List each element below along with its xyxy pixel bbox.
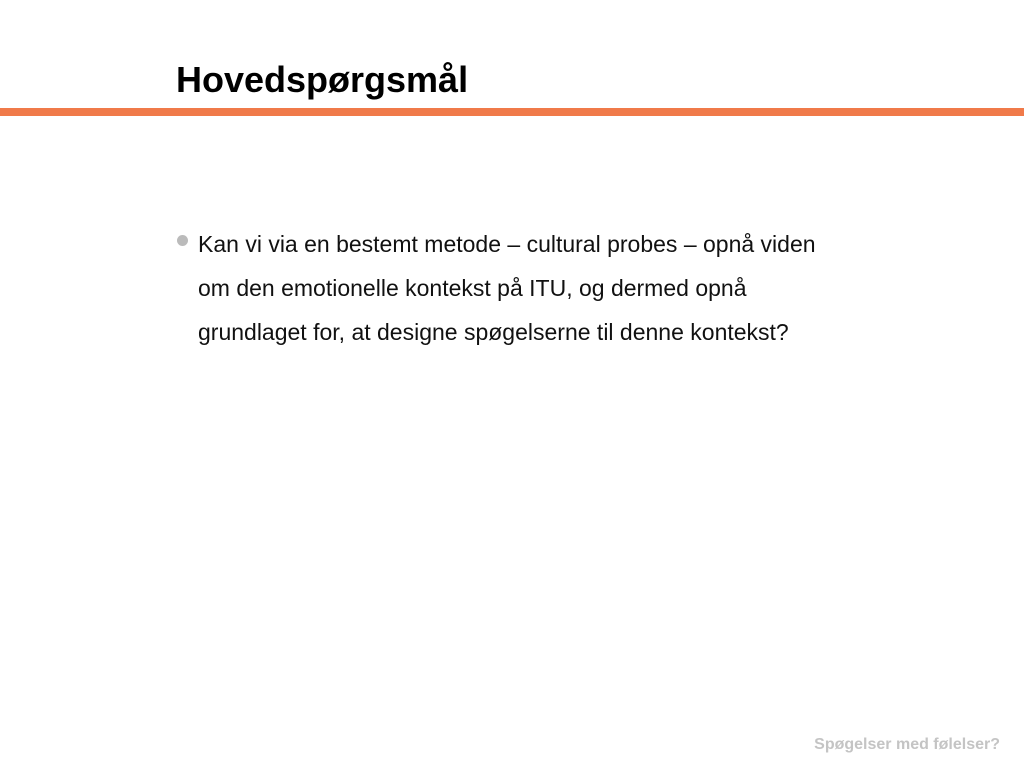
slide-title: Hovedspørgsmål bbox=[176, 59, 469, 100]
footer-text: Spøgelser med følelser? bbox=[814, 736, 1000, 753]
bullet-text: Kan vi via en bestemt metode – cultural probes – opnå viden om den emotionelle kontekst på ITU, og dermed opnå grundlaget for, at designe spøgelserne til denne kontekst? bbox=[198, 231, 816, 345]
bullet-list bbox=[176, 222, 836, 354]
bullet-item bbox=[176, 222, 836, 354]
title-divider bbox=[0, 108, 1024, 116]
bullet-dot-icon bbox=[177, 235, 188, 246]
